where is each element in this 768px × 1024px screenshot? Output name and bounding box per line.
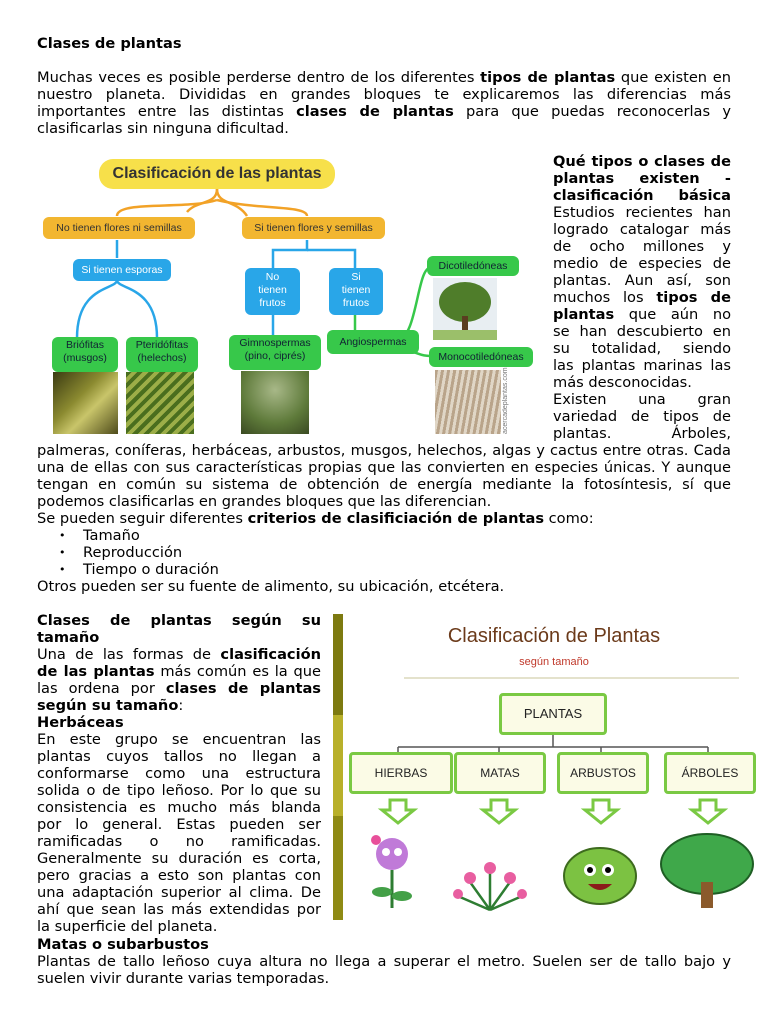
node-si-flores: Si tienen flores y semillas <box>242 217 385 239</box>
section-heading: Qué tipos o clases de plantas existen - clasificación básica <box>553 153 731 204</box>
node-monocotiledoneas: Monocotiledóneas <box>429 347 533 367</box>
list-item: • Tiempo o duración <box>83 561 219 578</box>
node-si-frutos: Si tienen frutos <box>329 268 383 315</box>
matas-paragraph: Plantas de tallo leñoso cuya altura no llega a superar el metro. Suelen ser de tallo bajo y suelen vivir durante varias temporadas. <box>37 953 731 987</box>
section-basic-body: Estudios recientes han logrado catalogar más de ocho millones y medio de especies de plantas. Aun así, son muchos los tipos de plantas que aún no se han descubierto en su totalidad, siendo las plantas marinas las más desconocidas. Existen una gran variedad de tipos de plantas. Árboles, <box>553 204 731 442</box>
tree-photo <box>433 278 497 340</box>
herb-illustration <box>362 830 422 910</box>
grass-photo <box>435 370 501 434</box>
node-angiospermas: Angiospermas <box>327 330 419 354</box>
node-esporas: Si tienen esporas <box>73 259 171 281</box>
page-title: Clases de plantas <box>37 35 182 52</box>
fern-photo <box>126 372 194 434</box>
diagram-title: Clasificación de Plantas <box>447 625 661 647</box>
section-basic-classification <box>553 153 731 204</box>
node-hierbas: HIERBAS <box>349 752 453 794</box>
pine-photo <box>241 371 309 434</box>
node-plantas: PLANTAS <box>499 693 607 735</box>
tree-icon <box>433 278 497 340</box>
tree-illustration <box>657 830 757 910</box>
diagram-title: Clasificación de las plantas <box>99 159 335 189</box>
node-pteridofitas: Pteridófitas (helechos) <box>126 337 198 372</box>
node-arbustos: ARBUSTOS <box>557 752 649 794</box>
node-dicotiledoneas: Dicotiledóneas <box>427 256 519 276</box>
section-body-full: palmeras, coníferas, herbáceas, arbustos, musgos, helechos, algas y cactus entre otras. Cada una de ellas con sus características propias que las convierten en especies únicas. Y aunque tengan en común su sistema de obtención de energía mediante la fotosíntesis, sí que podemos clasificarlas en grandes bloques que las diferencian. <box>37 442 731 510</box>
herbaceas-paragraph: En este grupo se encuentran las plantas cuyos tallos no llegan a conformarse como una estructura solida o de tipo leñoso. Por lo que su consistencia es mucho más blanda por lo general. Estas pueden ser ramificadas o no ramificadas. Generalmente su duración es corta, pero gracias a esto son plantas con una adaptación superior al clima. De ahí que sean las más extendidas por la superficie del planeta. <box>37 731 321 935</box>
section-paragraph: Una de las formas de clasificación de las plantas más común es la que las ordena por clases de plantas según su tamaño: <box>37 646 321 714</box>
node-matas: MATAS <box>454 752 546 794</box>
node-no-frutos: No tienen frutos <box>245 268 300 315</box>
node-gimnospermas: Gimnospermas (pino, ciprés) <box>229 335 321 370</box>
size-classification-diagram <box>344 614 764 920</box>
watermark: acercadeplantas.com <box>502 367 509 434</box>
node-no-flores: No tienen flores ni semillas <box>43 217 195 239</box>
moss-photo <box>53 372 118 434</box>
criteria-intro: Se pueden seguir diferentes criterios de clasificiación de plantas como: <box>37 510 594 527</box>
shrub-illustration <box>560 838 640 908</box>
subheading-matas: Matas o subarbustos <box>37 936 209 953</box>
bush-illustration <box>450 842 530 912</box>
subheading-herbaceas: Herbáceas <box>37 714 124 731</box>
otros-criterios: Otros pueden ser su fuente de alimento, su ubicación, etcétera. <box>37 578 505 595</box>
node-briofitas: Briófitas (musgos) <box>52 337 118 372</box>
list-item: • Tamaño <box>83 527 219 544</box>
section-size <box>37 612 321 935</box>
node-arboles: ÁRBOLES <box>664 752 756 794</box>
criteria-list <box>37 527 219 578</box>
section-heading: Clases de plantas según su tamaño <box>37 612 321 646</box>
intro-paragraph: Muchas veces es posible perderse dentro de los diferentes tipos de plantas que existen en nuestro planeta. Divididas en grandes bloques te explicaremos las diferencias más importantes entre las distintas clases de plantas para que puedas reconocerlas y clasificarlas sin ninguna dificultad. <box>37 69 732 137</box>
diagram-subtitle: según tamaño <box>519 656 589 668</box>
list-item: • Reproducción <box>83 544 219 561</box>
classification-diagram <box>37 150 537 440</box>
decorative-bar <box>333 614 343 920</box>
